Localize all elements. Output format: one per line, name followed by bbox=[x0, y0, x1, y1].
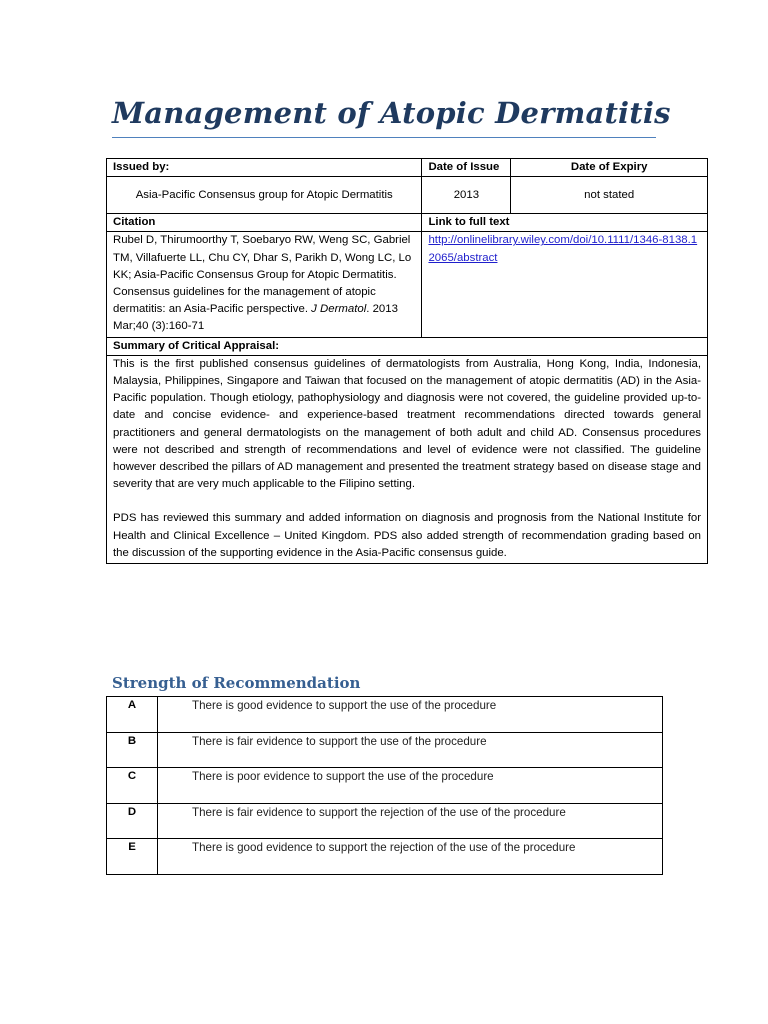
strength-of-recommendation-heading: Strength of Recommendation bbox=[112, 674, 361, 692]
citation-header-row bbox=[107, 214, 708, 232]
issue-header-row bbox=[107, 159, 708, 177]
date-of-expiry-label: Date of Expiry bbox=[511, 159, 708, 177]
grade-description: There is good evidence to support the rejection of the use of the procedure bbox=[158, 839, 663, 875]
issued-by-value: Asia-Pacific Consensus group for Atopic Dermatitis bbox=[107, 177, 422, 214]
grade-row bbox=[107, 803, 663, 839]
citation-cell bbox=[107, 232, 422, 337]
grade-letter: C bbox=[107, 768, 158, 804]
grade-description: There is fair evidence to support the use of the procedure bbox=[158, 732, 663, 768]
date-of-issue-label: Date of Issue bbox=[422, 159, 511, 177]
grade-letter: B bbox=[107, 732, 158, 768]
issue-values-row bbox=[107, 177, 708, 214]
grade-row bbox=[107, 839, 663, 875]
issued-by-label: Issued by: bbox=[107, 159, 422, 177]
summary-paragraph-1: This is the first published consensus guidelines of dermatologists from Australia, Hong Kong, India, Indonesia, Malaysia, Philippines, Singapore and Taiwan that focused on the management of atopic dermatitis (AD) in the Asia-Pacific population. Though etiology, pathophysiology and diagnosis were not covered, the guideline provided up-to-date and concise evidence- and experience-based treatment recommendations directed towards general practitioners and general dermatologists on the management of both adult and child AD. Consensus procedures were not described and strength of recommendations and level of evidence were not classified. The guideline however described the pillars of AD management and presented the treatment strategy based on disease stage and severity that are very much applicable to the Filipino setting. bbox=[113, 357, 701, 491]
citation-row bbox=[107, 232, 708, 337]
grade-letter: D bbox=[107, 803, 158, 839]
paragraph-spacer bbox=[113, 493, 701, 510]
guideline-info-table bbox=[106, 158, 708, 564]
grade-row bbox=[107, 732, 663, 768]
citation-label: Citation bbox=[107, 214, 422, 232]
summary-header-row bbox=[107, 337, 708, 355]
summary-row bbox=[107, 355, 708, 563]
date-of-expiry-value: not stated bbox=[511, 177, 708, 214]
citation-journal: J Dermatol bbox=[311, 303, 367, 316]
grade-description: There is fair evidence to support the rejection of the use of the procedure bbox=[158, 803, 663, 839]
summary-paragraph-2: PDS has reviewed this summary and added information on diagnosis and prognosis from the National Institute for Health and Clinical Excellence – United Kingdom. PDS also added strength of recommendation grading based on the discussion of the supporting evidence in the Asia-Pacific consensus guide. bbox=[113, 512, 701, 559]
page-title: Management of Atopic Dermatitis bbox=[112, 96, 671, 130]
link-label: Link to full text bbox=[422, 214, 708, 232]
grade-description: There is poor evidence to support the use of the procedure bbox=[158, 768, 663, 804]
title-underline bbox=[112, 137, 656, 138]
strength-of-recommendation-table bbox=[106, 696, 663, 875]
link-cell bbox=[422, 232, 708, 337]
grade-letter: A bbox=[107, 697, 158, 733]
grade-row bbox=[107, 768, 663, 804]
grade-description: There is good evidence to support the use of the procedure bbox=[158, 697, 663, 733]
summary-label: Summary of Critical Appraisal: bbox=[107, 337, 708, 355]
citation-text: Rubel D, Thirumoorthy T, Soebaryo RW, Weng SC, Gabriel TM, Villafuerte LL, Chu CY, Dhar S, Parikh D, Wong LC, Lo KK; Asia-Pacific Consensus Group for Atopic Dermatitis. Consensus guidelines for the management of atopic dermatitis: an Asia-Pacific perspective. bbox=[113, 234, 412, 316]
summary-cell bbox=[107, 355, 708, 563]
grade-letter: E bbox=[107, 839, 158, 875]
date-of-issue-value: 2013 bbox=[422, 177, 511, 214]
full-text-link[interactable]: http://onlinelibrary.wiley.com/doi/10.1111/1346-8138.12065/abstract bbox=[428, 234, 698, 264]
citation-tail: . 2013 Mar;40 (3):160-71 bbox=[113, 303, 398, 333]
grade-row bbox=[107, 697, 663, 733]
